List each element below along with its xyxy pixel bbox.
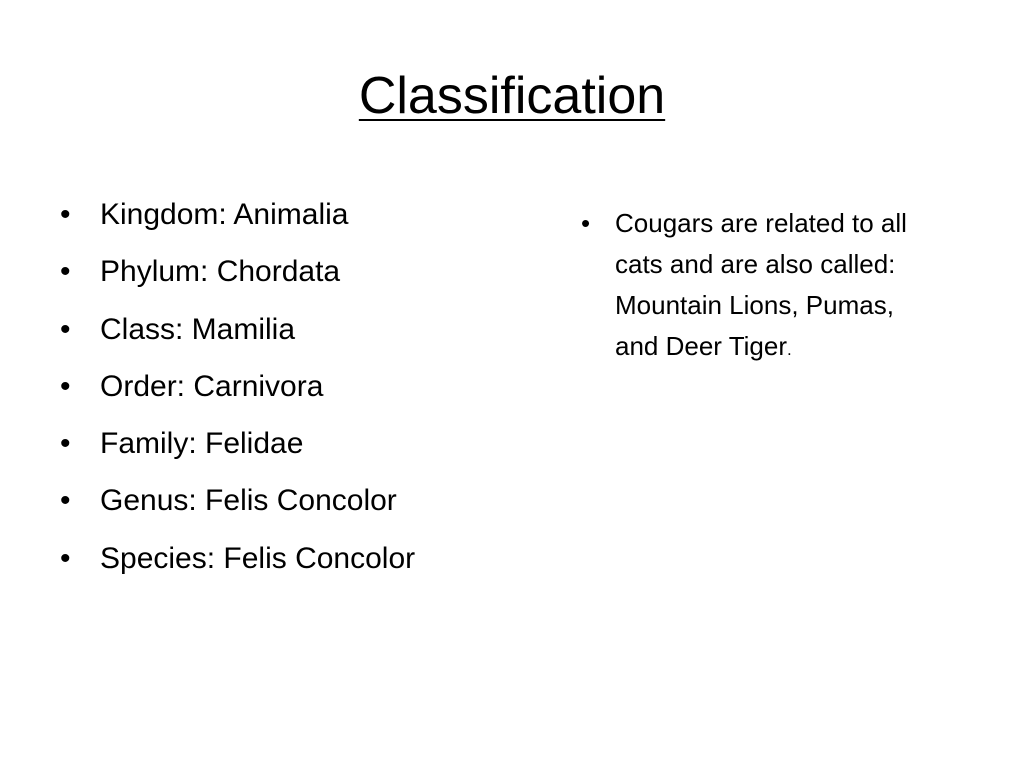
list-item — [60, 358, 520, 415]
list-item-text: Species: Felis Concolor — [100, 541, 416, 575]
list-item-text: Phylum: Chordata — [100, 255, 341, 289]
bullet-icon: • — [60, 369, 71, 403]
slide-title: Classification — [358, 67, 666, 125]
bullet-icon: • — [60, 198, 71, 231]
list-item — [60, 530, 520, 587]
bullet-icon: • — [60, 312, 71, 346]
list-item — [60, 186, 520, 243]
list-item-text: Kingdom: Animalia — [100, 198, 349, 231]
list-item-text: Genus: Felis Concolor — [100, 484, 397, 518]
list-item-text: Order: Carnivora — [100, 369, 324, 403]
classification-list — [60, 186, 520, 587]
cougar-note-period: . — [786, 340, 792, 359]
cougar-note-list — [581, 203, 941, 370]
list-item — [60, 243, 520, 300]
list-item — [60, 301, 520, 358]
bullet-icon: • — [60, 484, 71, 518]
bullet-icon: • — [581, 208, 591, 238]
cougar-note-text: Cougars are related to all cats and are also called: Mountain Lions, Pumas, and Deer Tiger — [615, 208, 907, 361]
list-item — [60, 415, 520, 472]
bullet-icon: • — [60, 255, 71, 289]
list-item-text: Class: Mamilia — [100, 312, 296, 346]
bullet-icon: • — [60, 541, 71, 575]
list-item — [60, 472, 520, 529]
list-item-text: Family: Felidae — [100, 427, 304, 461]
list-item — [581, 203, 941, 370]
bullet-icon: • — [60, 427, 71, 461]
